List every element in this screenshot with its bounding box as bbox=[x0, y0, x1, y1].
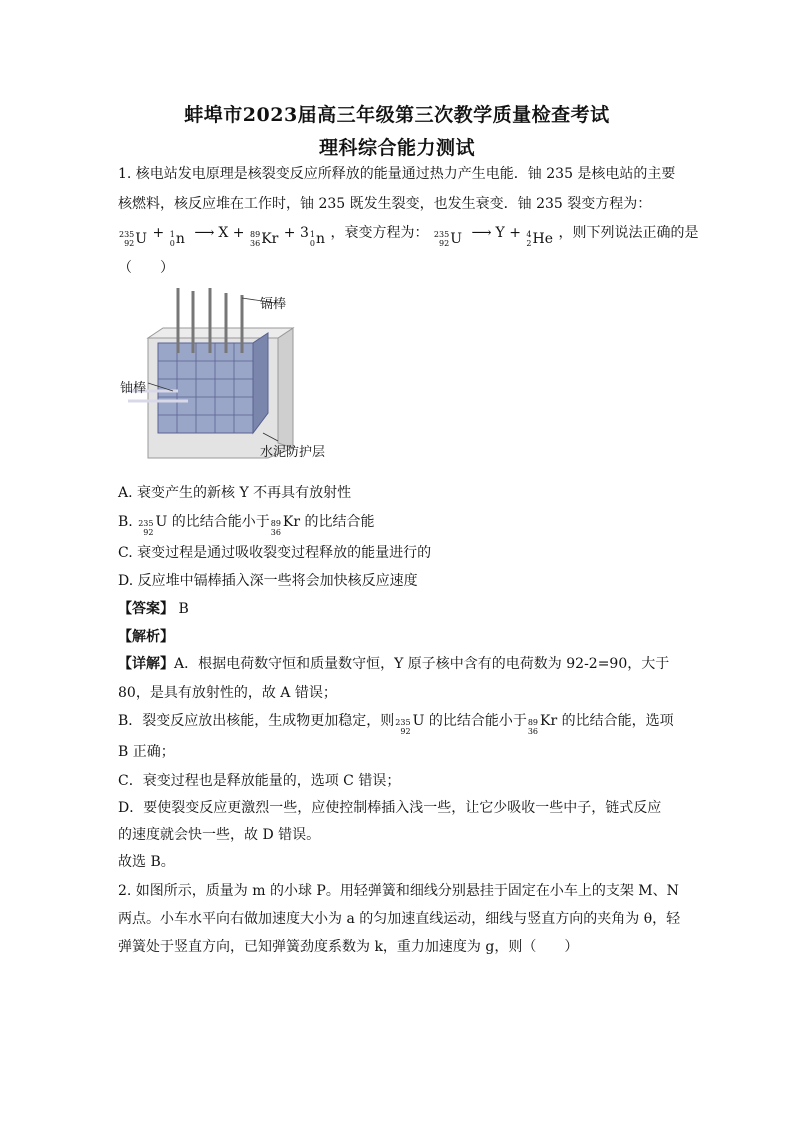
option-d: D. 反应堆中镉棒插入深一些将会加快核反应速度 bbox=[118, 573, 418, 589]
detail-b-end: Kr 的比结合能，选项 bbox=[540, 713, 674, 729]
detail-tag: 【详解】 bbox=[118, 656, 174, 672]
answer-value: B bbox=[178, 601, 189, 617]
detail-b-mid: U 的比结合能小于 bbox=[412, 713, 527, 729]
option-c: C. 衰变过程是通过吸收裂变过程释放的能量进行的 bbox=[118, 545, 432, 561]
option-a: A. 衰变产生的新核 Y 不再具有放射性 bbox=[118, 485, 352, 501]
q1-text-line-1: 1. 核电站发电原理是核裂变反应所释放的能量通过热力产生电能．铀 235 是核电站的主要 bbox=[118, 166, 676, 182]
page-title: 蚌埠市2023届高三年级第三次教学质量检查考试 bbox=[184, 104, 610, 126]
answer-line bbox=[118, 598, 189, 618]
fission-equation: 235 92 U + 1 0 n ⟶ X + 89 36 Kr + 3 1 0 n bbox=[119, 225, 326, 248]
q2-text-line-3: 弹簧处于竖直方向，已知弹簧劲度系数为 k，重力加速度为 g，则（ ） bbox=[118, 939, 579, 955]
option-b: B. 235 92 U 的比结合能小于 89 36 Kr 的比结合能 bbox=[118, 514, 375, 537]
conclusion-line: 故选 B。 bbox=[118, 854, 175, 870]
cadmium-rod-label: 镉棒 bbox=[260, 297, 287, 312]
detail-a-text: A．根据电荷数守恒和质量数守恒，Y 原子核中含有的电荷数为 92-2=90，大于 bbox=[174, 656, 670, 672]
detail-b-line-1: B．裂变反应放出核能，生成物更加稳定，则 235 92 U 的比结合能小于 89 36 Kr 的比结合能，选项 bbox=[118, 713, 674, 736]
q1-paren: （ ） bbox=[118, 260, 174, 276]
concrete-layer-label: 水泥防护层 bbox=[260, 445, 326, 460]
reactor-diagram bbox=[118, 283, 318, 463]
option-b-mid: U 的比结合能小于 bbox=[155, 514, 270, 530]
detail-b-pre: B．裂变反应放出核能，生成物更加稳定，则 bbox=[118, 713, 395, 729]
option-b-letter: B. bbox=[118, 514, 133, 530]
detail-c-line: C．衰变过程也是释放能量的，选项 C 错误； bbox=[118, 773, 401, 789]
q2-text-line-2: 两点。小车水平向右做加速度大小为 a 的匀加速直线运动，细线与竖直方向的夹角为 θ，轻 bbox=[118, 911, 681, 927]
page-subtitle: 理科综合能力测试 bbox=[318, 137, 475, 159]
equation-tail: ，则下列说法正确的是 bbox=[558, 225, 699, 241]
analysis-tag: 【解析】 bbox=[118, 629, 174, 645]
detail-d-line-2: 的速度就会快一些，故 D 错误。 bbox=[118, 827, 321, 843]
detail-a-line-2: 80，是具有放射性的，故 A 错误； bbox=[118, 685, 337, 701]
detail-d-line-1: D．要使裂变反应更激烈一些，应使控制棒插入浅一些，让它少吸收一些中子，链式反应 bbox=[118, 800, 662, 816]
detail-b-line-2: B 正确； bbox=[118, 744, 175, 760]
q1-equation-line bbox=[118, 222, 698, 248]
uranium-rod-label: 铀棒 bbox=[120, 381, 147, 396]
option-b-end: Kr 的比结合能 bbox=[282, 514, 375, 530]
decay-equation: 235 92 U ⟶ Y + 4 2 He bbox=[433, 225, 554, 248]
equation-connector: ，衰变方程为： bbox=[330, 225, 429, 241]
q2-text-line-1: 2. 如图所示，质量为 m 的小球 P。用轻弹簧和细线分别悬挂于固定在小车上的支架 M、N bbox=[118, 883, 679, 899]
detail-a-line-1 bbox=[118, 653, 669, 673]
q1-text-line-2: 核燃料，核反应堆在工作时，铀 235 既发生裂变，也发生衰变．铀 235 裂变方程为： bbox=[118, 196, 652, 212]
reactor-figure bbox=[118, 283, 326, 463]
answer-tag: 【答案】 bbox=[118, 601, 174, 617]
